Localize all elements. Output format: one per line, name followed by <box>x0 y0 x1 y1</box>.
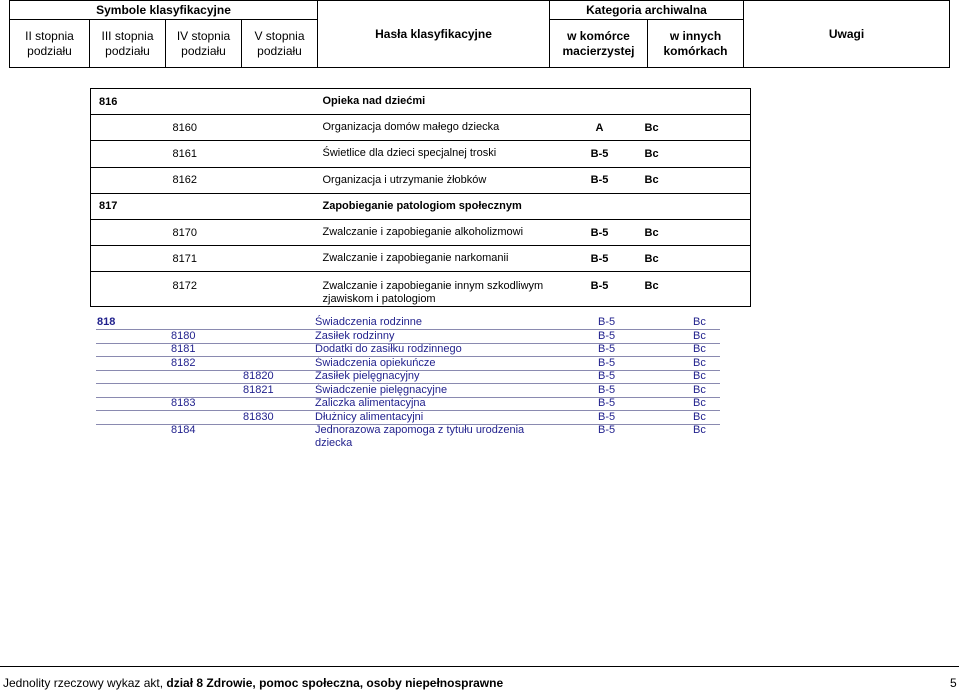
category-cell: B-5 <box>569 272 631 307</box>
name-cell: Świadczenia opiekuńcze <box>315 356 436 369</box>
category-cell: B-5 <box>598 397 616 409</box>
code-v: 81821 <box>243 383 274 396</box>
footer-section: dział 8 Zdrowie, pomoc społeczna, osoby niepełnosprawne <box>166 676 504 690</box>
category-cell: B-5 <box>569 141 631 167</box>
page-number: 5 <box>950 676 957 690</box>
name-cell: Zaliczka alimentacyjna <box>315 397 426 409</box>
name-cell: Dodatki do zasiłku rodzinnego <box>315 343 462 355</box>
name-cell: Zwalczanie i zapobieganie innym szkodliwym zjawiskom i patologiom <box>321 272 569 307</box>
list-item <box>0 330 959 344</box>
code-cell: 8162 <box>163 167 321 193</box>
footer-prefix: Jednolity rzeczowy wykaz akt, <box>3 676 167 690</box>
name-cell: Organizacja i utrzymanie żłobków <box>321 167 569 193</box>
divider <box>96 370 720 371</box>
name-cell: Zwalczanie i zapobieganie narkomanii <box>321 246 569 272</box>
divider <box>96 329 720 330</box>
code-cell: 8172 <box>163 272 321 307</box>
code-cell: 8170 <box>163 219 321 245</box>
header-w-komorce: w komórce macierzystej <box>550 20 648 68</box>
bc-cell: Bc <box>693 370 706 382</box>
code-cell: 816 <box>91 89 163 115</box>
code-cell: 8171 <box>163 246 321 272</box>
list-item <box>0 411 959 425</box>
category-cell: B-5 <box>598 410 616 423</box>
category-cell: B-5 <box>569 167 631 193</box>
list-item <box>0 424 959 450</box>
table-row <box>91 272 751 307</box>
header-table <box>9 0 950 68</box>
name-cell: Zapobieganie patologiom społecznym <box>321 193 569 219</box>
code-ii: 818 <box>97 316 116 328</box>
bc-cell: Bc <box>693 383 706 396</box>
bc-cell: Bc <box>693 397 706 409</box>
category-cell: B-5 <box>598 383 616 396</box>
header-w-innych: w innych komórkach <box>648 20 744 68</box>
category-cell: B-5 <box>598 424 616 436</box>
code-cell: 817 <box>91 193 163 219</box>
code-iv: 8181 <box>171 343 196 355</box>
name-cell: Zwalczanie i zapobieganie alkoholizmowi <box>321 219 569 245</box>
header-kategoria: Kategoria archiwalna <box>550 1 744 20</box>
code-v: 81820 <box>243 370 274 382</box>
table-row <box>91 141 751 167</box>
divider <box>96 343 720 344</box>
footer-divider <box>0 666 959 667</box>
header-symbole: Symbole klasyfikacyjne <box>10 1 318 20</box>
category-cell: B-5 <box>598 329 616 342</box>
name-cell: Świadczenie pielęgnacyjne <box>315 383 448 396</box>
name-cell: Zasiłek rodzinny <box>315 329 395 342</box>
list-item <box>0 384 959 398</box>
category-cell: B-5 <box>598 316 616 328</box>
category-cell: B-5 <box>569 246 631 272</box>
code-iv: 8182 <box>171 356 196 369</box>
list-item <box>0 370 959 384</box>
code-cell: 8160 <box>163 115 321 141</box>
list-item <box>0 316 959 330</box>
code-cell: 8161 <box>163 141 321 167</box>
bc-cell: Bc <box>631 246 751 272</box>
code-iv: 8184 <box>171 424 196 436</box>
bc-cell: Bc <box>693 316 706 328</box>
bc-cell: Bc <box>693 329 706 342</box>
footer-text <box>3 676 503 690</box>
bc-cell: Bc <box>631 115 751 141</box>
table-row <box>91 219 751 245</box>
code-v: 81830 <box>243 410 274 423</box>
bc-cell: Bc <box>631 167 751 193</box>
classification-table-boxed <box>90 88 751 307</box>
name-cell: Opieka nad dziećmi <box>321 89 569 115</box>
code-iv: 8183 <box>171 397 196 409</box>
table-row <box>91 89 751 115</box>
table-row <box>91 246 751 272</box>
name-cell: Świadczenia rodzinne <box>315 316 423 328</box>
header-col-iii: III stopnia podziału <box>90 20 166 68</box>
divider <box>96 397 720 398</box>
table-row <box>91 193 751 219</box>
divider <box>96 356 720 357</box>
category-cell: B-5 <box>598 370 616 382</box>
table-row <box>91 167 751 193</box>
list-item <box>0 397 959 411</box>
name-cell: Dłużnicy alimentacyjni <box>315 410 424 423</box>
category-cell: B-5 <box>569 219 631 245</box>
bc-cell: Bc <box>693 343 706 355</box>
header-hasla: Hasła klasyfikacyjne <box>318 1 550 68</box>
name-cell: Zasiłek pielęgnacyjny <box>315 370 420 382</box>
category-cell: B-5 <box>598 356 616 369</box>
header-col-iv: IV stopnia podziału <box>166 20 242 68</box>
bc-cell: Bc <box>631 219 751 245</box>
divider <box>96 383 720 384</box>
bc-cell: Bc <box>693 424 706 436</box>
header-uwagi: Uwagi <box>744 1 950 68</box>
bc-cell: Bc <box>631 272 751 307</box>
name-cell: Organizacja domów małego dziecka <box>321 115 569 141</box>
list-item <box>0 343 959 357</box>
code-iv: 8180 <box>171 329 196 342</box>
bc-cell: Bc <box>693 410 706 423</box>
name-cell: Jednorazowa zapomoga z tytułu urodzenia dziecka <box>315 424 525 449</box>
divider <box>96 410 720 411</box>
bc-cell: Bc <box>693 356 706 369</box>
bc-cell: Bc <box>631 141 751 167</box>
name-cell: Świetlice dla dzieci specjalnej troski <box>321 141 569 167</box>
category-cell: B-5 <box>598 343 616 355</box>
list-item <box>0 357 959 371</box>
header-col-v: V stopnia podziału <box>242 20 318 68</box>
header-col-ii: II stopnia podziału <box>10 20 90 68</box>
divider <box>96 424 720 425</box>
category-cell: A <box>569 115 631 141</box>
table-row <box>91 115 751 141</box>
